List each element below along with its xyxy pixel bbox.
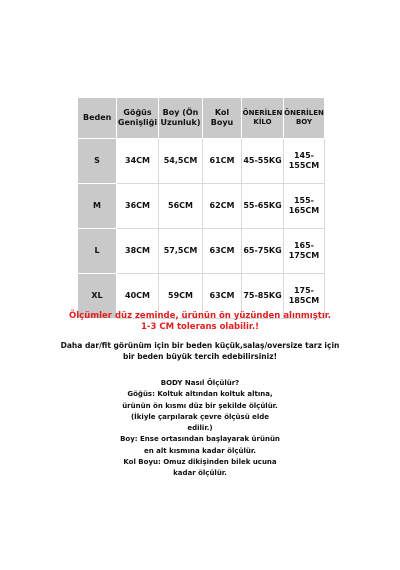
sleeve-cell: 61CM — [203, 139, 242, 184]
length-cell: 57,5CM — [159, 229, 203, 274]
notice-line: Ölçümler düz zeminde, ürünün ön yüzünden alınmıştır. — [69, 311, 331, 321]
chest-cell: 36CM — [117, 184, 159, 229]
guide-line: Boy: Ense ortasından başlayarak ürünün — [120, 435, 280, 444]
weight-cell: 65-75KG — [242, 229, 284, 274]
sleeve-cell: 62CM — [203, 184, 242, 229]
header-recommended-weight: ÖNERİLEN KİLO — [242, 98, 284, 139]
length-cell: 54,5CM — [159, 139, 203, 184]
guide-line: (İkiyle çarpılarak çevre ölçüsü elde — [130, 412, 270, 421]
header-chest-width: Göğüs Genişliği — [117, 98, 159, 139]
height-cell: 145-155CM — [284, 139, 325, 184]
header-recommended-height: ÖNERİLEN BOY — [284, 98, 325, 139]
table-row — [78, 139, 325, 184]
size-cell: XL — [78, 274, 117, 319]
size-cell: S — [78, 139, 117, 184]
guide-line: Göğüs: Koltuk altından koltuk altına, — [127, 390, 273, 399]
advice-line: Daha dar/fit görünüm için bir beden küçük,salaş/oversize tarz için — [60, 341, 340, 350]
table-header-row — [78, 98, 325, 139]
size-cell: M — [78, 184, 117, 229]
weight-cell: 45-55KG — [242, 139, 284, 184]
size-cell: L — [78, 229, 117, 274]
height-cell: 155-165CM — [284, 184, 325, 229]
guide-line: kadar ölçülür. — [173, 469, 227, 478]
advice-line: bir beden büyük tercih edebilirsiniz! — [122, 352, 278, 361]
height-cell: 175-185CM — [284, 274, 325, 319]
weight-cell: 55-65KG — [242, 184, 284, 229]
guide-line: Kol Boyu: Omuz dikişinden bilek ucuna — [123, 458, 277, 467]
chest-cell: 34CM — [117, 139, 159, 184]
sleeve-cell: 63CM — [203, 229, 242, 274]
guide-line: en alt kısmına kadar ölçülür. — [144, 446, 256, 455]
chest-cell: 40CM — [117, 274, 159, 319]
guide-line: ürünün ön kısmı düz bir şekilde ölçülür. — [122, 401, 278, 410]
fit-advice — [60, 340, 340, 362]
table-row — [78, 184, 325, 229]
header-sleeve-length: Kol Boyu — [203, 98, 242, 139]
measurement-notice — [0, 311, 400, 333]
header-length: Boy (Ön Uzunluk) — [159, 98, 203, 139]
header-size: Beden — [78, 98, 117, 139]
size-chart-table — [77, 97, 325, 319]
guide-line: edilir.) — [187, 424, 213, 433]
length-cell: 56CM — [159, 184, 203, 229]
length-cell: 59CM — [159, 274, 203, 319]
measuring-guide — [100, 378, 300, 480]
sleeve-cell: 63CM — [203, 274, 242, 319]
guide-title: BODY Nasıl Ölçülür? — [160, 379, 240, 387]
table-row — [78, 229, 325, 274]
weight-cell: 75-85KG — [242, 274, 284, 319]
height-cell: 165-175CM — [284, 229, 325, 274]
tolerance-line: 1-3 CM tolerans olabilir.! — [141, 322, 259, 332]
chest-cell: 38CM — [117, 229, 159, 274]
